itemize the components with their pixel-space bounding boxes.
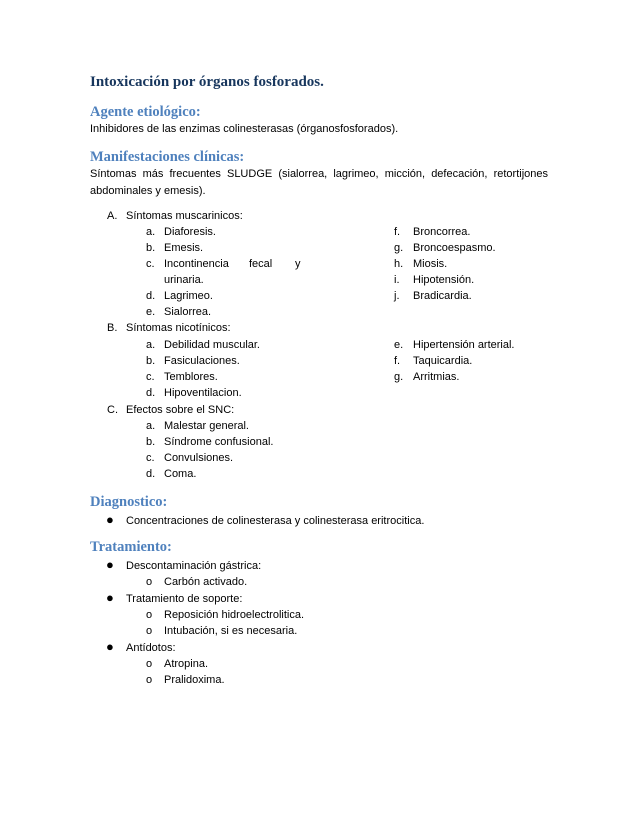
list-item: Broncorrea. xyxy=(413,226,471,238)
list-item: Descontaminación gástrica: xyxy=(126,560,262,572)
list-item: Reposición hidroelectrolitica. xyxy=(164,609,305,621)
manifestaciones-text-line1: Síntomas más frecuentes SLUDGE (sialorrea, lagrimeo, micción, defecación, retortijones xyxy=(90,168,548,180)
list-item: Emesis. xyxy=(164,242,204,254)
heading-tratamiento: Tratamiento: xyxy=(90,539,172,555)
list-marker: b. xyxy=(146,436,156,448)
list-marker: b. xyxy=(146,355,156,367)
list-marker: c. xyxy=(146,371,155,383)
list-marker: d. xyxy=(146,387,156,399)
circle-bullet-icon: o xyxy=(146,658,153,670)
bullet-icon: ● xyxy=(106,557,114,572)
list-item-part: y xyxy=(295,258,301,270)
list-marker: g. xyxy=(394,371,404,383)
section-snc-label: Efectos sobre el SNC: xyxy=(126,404,235,416)
list-item: Atropina. xyxy=(164,658,209,670)
list-item: Pralidoxima. xyxy=(164,674,225,686)
list-item: Bradicardia. xyxy=(413,290,472,302)
list-item: Hipertensión arterial. xyxy=(413,339,515,351)
circle-bullet-icon: o xyxy=(146,576,153,588)
section-nicotinicos-label: Síntomas nicotínicos: xyxy=(126,322,231,334)
bullet-icon: ● xyxy=(106,512,114,527)
list-marker: g. xyxy=(394,242,404,254)
circle-bullet-icon: o xyxy=(146,674,153,686)
list-marker: a. xyxy=(146,226,156,238)
list-item: Síndrome confusional. xyxy=(164,436,274,448)
list-marker: a. xyxy=(146,420,156,432)
bullet-icon: ● xyxy=(106,590,114,605)
list-marker: b. xyxy=(146,242,156,254)
bullet-icon: ● xyxy=(106,639,114,654)
list-marker: e. xyxy=(146,306,156,318)
circle-bullet-icon: o xyxy=(146,625,153,637)
list-item-part: fecal xyxy=(249,258,273,270)
list-item: Tratamiento de soporte: xyxy=(126,593,243,605)
manifestaciones-text-line2: abdominales y emesis). xyxy=(90,185,206,197)
list-item: Fasiculaciones. xyxy=(164,355,240,367)
list-item: Arritmias. xyxy=(413,371,460,383)
list-item: Hipotensión. xyxy=(413,274,475,286)
list-marker: f. xyxy=(394,355,401,367)
list-item: Lagrimeo. xyxy=(164,290,213,302)
document-title: Intoxicación por órganos fosforados. xyxy=(90,74,324,90)
list-item: Intubación, si es necesaria. xyxy=(164,625,298,637)
list-marker-b: B. xyxy=(107,322,118,334)
list-item: Malestar general. xyxy=(164,420,249,432)
list-item: Debilidad muscular. xyxy=(164,339,260,351)
list-marker: d. xyxy=(146,468,156,480)
list-item: Carbón activado. xyxy=(164,576,248,588)
list-item: Hipoventilacion. xyxy=(164,387,242,399)
list-item-part: Incontinencia xyxy=(164,258,229,270)
list-item: Convulsiones. xyxy=(164,452,234,464)
list-marker: e. xyxy=(394,339,404,351)
list-marker: c. xyxy=(146,258,155,270)
section-muscarinicos-label: Síntomas muscarinicos: xyxy=(126,210,243,222)
list-item: Coma. xyxy=(164,468,197,480)
list-item: Diaforesis. xyxy=(164,226,216,238)
list-item: Temblores. xyxy=(164,371,218,383)
list-marker-a: A. xyxy=(107,210,118,222)
heading-agente: Agente etiológico: xyxy=(90,104,201,120)
list-marker: h. xyxy=(394,258,404,270)
list-item: Broncoespasmo. xyxy=(413,242,496,254)
list-marker-c: C. xyxy=(107,404,118,416)
list-marker: d. xyxy=(146,290,156,302)
heading-diagnostico: Diagnostico: xyxy=(90,494,168,510)
agente-text: Inhibidores de las enzimas colinesterasas (órganosfosforados). xyxy=(90,123,399,135)
list-marker: f. xyxy=(394,226,401,238)
heading-manifestaciones: Manifestaciones clínicas: xyxy=(90,149,245,165)
list-item: Antídotos: xyxy=(126,642,176,654)
list-marker: c. xyxy=(146,452,155,464)
list-marker: j. xyxy=(394,290,400,302)
list-marker: a. xyxy=(146,339,156,351)
list-item: Sialorrea. xyxy=(164,306,212,318)
circle-bullet-icon: o xyxy=(146,609,153,621)
list-marker: i. xyxy=(394,274,400,286)
list-item: Taquicardia. xyxy=(413,355,473,367)
list-item: Concentraciones de colinesterasa y colinesterasa eritrocitica. xyxy=(126,515,425,527)
list-item-continuation: urinaria. xyxy=(164,274,204,286)
list-item: Miosis. xyxy=(413,258,448,270)
